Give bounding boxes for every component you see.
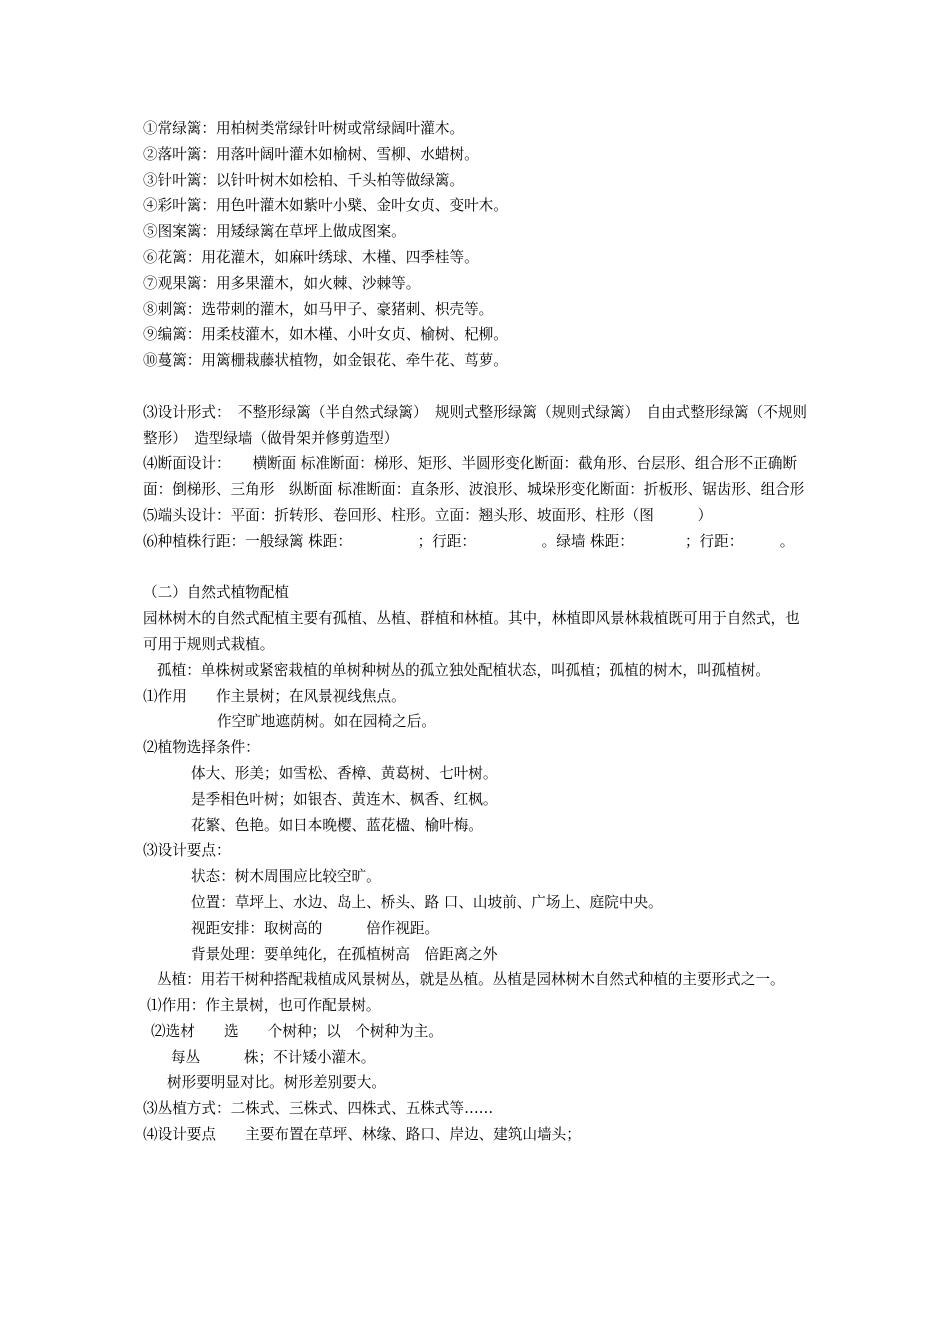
hedge-type-list bbox=[143, 116, 813, 374]
cluster-material-line: ⑵选材 选 个树种；以 个树种为主。 bbox=[151, 1022, 443, 1040]
design-point: 背景处理：要单纯化，在孤植树高 倍距离之外 bbox=[191, 945, 498, 963]
intro-paragraph: 园林树木的自然式配植主要有孤植、丛植、群植和林植。其中，林植即风景林栽植既可用于自然式，也可用于规则式栽植。 bbox=[143, 610, 800, 653]
cluster-count-line: 每丛 株；不计矮小灌木。 bbox=[171, 1048, 376, 1066]
hedge-type-item: ⑨编篱：用柔枝灌木，如木槿、小叶女贞、榆树、杞柳。 bbox=[143, 326, 508, 344]
section-heading: （二）自然式植物配植 bbox=[143, 584, 289, 602]
hedge-type-item: ⑧刺篱：选带刺的灌木，如马甲子、豪猪刺、枳壳等。 bbox=[143, 300, 494, 318]
points-title: ⑶设计要点： bbox=[143, 842, 231, 860]
selection-item: 花繁、色艳。如日本晚樱、蓝花楹、榆叶梅。 bbox=[191, 816, 483, 834]
section-design-paragraph: ⑷断面设计： 横断面 标准断面：梯形、矩形、半圆形变化断面：截角形、台层形、组合形不正确断面：倒梯形、三角形 纵断面 标准断面：直条形、波浪形、城垛形变化断面：折板形、锯齿形、组合形 bbox=[143, 455, 805, 499]
cluster-points-line: ⑷设计要点 主要布置在草坪、林缘、路口、岸边、建筑山墙头； bbox=[143, 1126, 581, 1144]
hedge-type-item: ⑤图案篱：用矮绿篱在草坪上做成图案。 bbox=[143, 223, 406, 241]
design-point: 位置：草坪上、水边、岛上、桥头、路 口、山坡前、广场上、庭院中央。 bbox=[191, 893, 663, 911]
document-page bbox=[143, 116, 813, 1148]
hedge-type-item: ⑩蔓篱：用篱栅栽藤状植物，如金银花、牵牛花、茑萝。 bbox=[143, 352, 508, 370]
hedge-type-item: ⑥花篱：用花灌木，如麻叶绣球、木槿、四季桂等。 bbox=[143, 248, 479, 266]
hedge-type-item: ④彩叶篱：用色叶灌木如紫叶小檗、金叶女贞、变叶木。 bbox=[143, 197, 508, 215]
solitary-use-line: 作空旷地遮荫树。如在园椅之后。 bbox=[217, 713, 436, 731]
cluster-shape-line: 树形要明显对比。树形差别要大。 bbox=[167, 1074, 386, 1092]
cluster-definition: 丛植：用若干树种搭配栽植成风景树丛，就是丛植。丛植是园林树木自然式种植的主要形式之一。 bbox=[157, 971, 785, 989]
design-form-paragraph: ⑶设计形式： 不整形绿篱（半自然式绿篱） 规则式整形绿篱（规则式绿篱） 自由式整形绿篱（不规则整形） 造型绿墙（做骨架并修剪造型） bbox=[143, 403, 808, 447]
solitary-definition: 孤植：单株树或紧密栽植的单树种树丛的孤立独处配植状态，叫孤植；孤植的树木，叫孤植树。 bbox=[157, 661, 770, 679]
selection-item: 体大、形美；如雪松、香樟、黄葛树、七叶树。 bbox=[191, 764, 498, 782]
design-point: 状态：树木周围应比较空旷。 bbox=[191, 868, 381, 886]
design-point: 视距安排：取树高的 倍作视距。 bbox=[191, 919, 440, 937]
blank-line bbox=[143, 374, 813, 400]
selection-item: 是季相色叶树；如银杏、黄连木、枫香、红枫。 bbox=[191, 790, 498, 808]
hedge-type-item: ⑦观果篱：用多果灌木，如火棘、沙棘等。 bbox=[143, 274, 421, 292]
selection-title: ⑵植物选择条件： bbox=[143, 739, 260, 757]
hedge-type-item: ①常绿篱：用柏树类常绿针叶树或常绿阔叶灌木。 bbox=[143, 120, 465, 137]
solitary-use-line: ⑴作用 作主景树；在风景视线焦点。 bbox=[143, 687, 406, 705]
cluster-use-line: ⑴作用：作主景树，也可作配景树。 bbox=[147, 997, 381, 1015]
end-design-paragraph: ⑸端头设计：平面：折转形、卷回形、柱形。立面：翘头形、坡面形、柱形（图 ） bbox=[143, 506, 713, 524]
cluster-method-line: ⑶丛植方式：二株式、三株式、四株式、五株式等…… bbox=[143, 1100, 494, 1118]
spacing-paragraph: ⑹种植株行距：一般绿篱 株距： ；行距： 。绿墙 株距： ；行距： 。 bbox=[143, 532, 795, 550]
blank-line bbox=[143, 555, 813, 581]
hedge-type-item: ②落叶篱：用落叶阔叶灌木如榆树、雪柳、水蜡树。 bbox=[143, 145, 479, 163]
hedge-type-item: ③针叶篱：以针叶树木如桧柏、千头柏等做绿篱。 bbox=[143, 171, 465, 189]
